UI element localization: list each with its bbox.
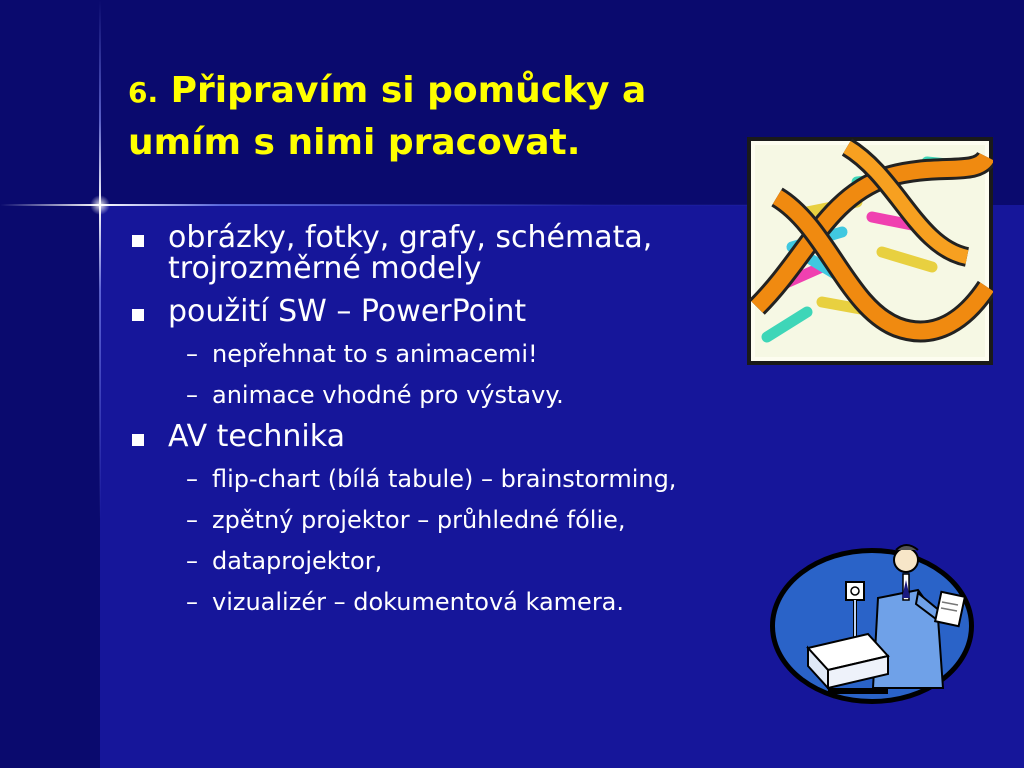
left-band bbox=[0, 0, 100, 768]
title-number: 6. bbox=[128, 76, 159, 109]
cross-glow bbox=[90, 195, 110, 215]
vertical-glow-line bbox=[99, 0, 101, 768]
square-bullet-icon bbox=[132, 434, 144, 446]
presenter-projector-icon bbox=[768, 538, 976, 706]
dash-bullet: – bbox=[186, 465, 198, 493]
sub-bullet-item bbox=[128, 546, 828, 576]
dash-bullet: – bbox=[186, 588, 198, 616]
dna-helix-icon bbox=[747, 137, 993, 365]
dash-bullet: – bbox=[186, 506, 198, 534]
slide-title bbox=[128, 66, 768, 168]
bullet-item bbox=[128, 421, 828, 452]
sub-bullet-text: dataprojektor, bbox=[212, 547, 383, 575]
sub-bullet-item bbox=[128, 505, 828, 535]
sub-bullet-item bbox=[128, 464, 828, 494]
sub-bullet-text: flip-chart (bílá tabule) – brainstorming, bbox=[212, 465, 677, 493]
square-bullet-icon bbox=[132, 235, 144, 247]
dash-bullet: – bbox=[186, 547, 198, 575]
sub-bullet-text: nepřehnat to s animacemi! bbox=[212, 340, 538, 368]
bullet-list bbox=[128, 222, 828, 628]
bullet-item bbox=[128, 296, 828, 327]
sub-bullet-item bbox=[128, 587, 828, 617]
bullet-item bbox=[128, 222, 828, 284]
title-text: Připravím si pomůcky a umím s nimi pracovat. bbox=[128, 70, 647, 163]
dash-bullet: – bbox=[186, 340, 198, 368]
sub-bullet-item bbox=[128, 339, 828, 369]
square-bullet-icon bbox=[132, 309, 144, 321]
sub-bullet-item bbox=[128, 380, 828, 410]
bullet-text: AV technika bbox=[168, 419, 345, 454]
sub-bullet-text: animace vhodné pro výstavy. bbox=[212, 381, 564, 409]
sub-bullet-text: zpětný projektor – průhledné fólie, bbox=[212, 506, 626, 534]
dash-bullet: – bbox=[186, 381, 198, 409]
bullet-text: obrázky, fotky, grafy, schémata, trojrozměrné modely bbox=[168, 220, 653, 286]
bullet-text: použití SW – PowerPoint bbox=[168, 294, 527, 329]
sub-bullet-text: vizualizér – dokumentová kamera. bbox=[212, 588, 625, 616]
